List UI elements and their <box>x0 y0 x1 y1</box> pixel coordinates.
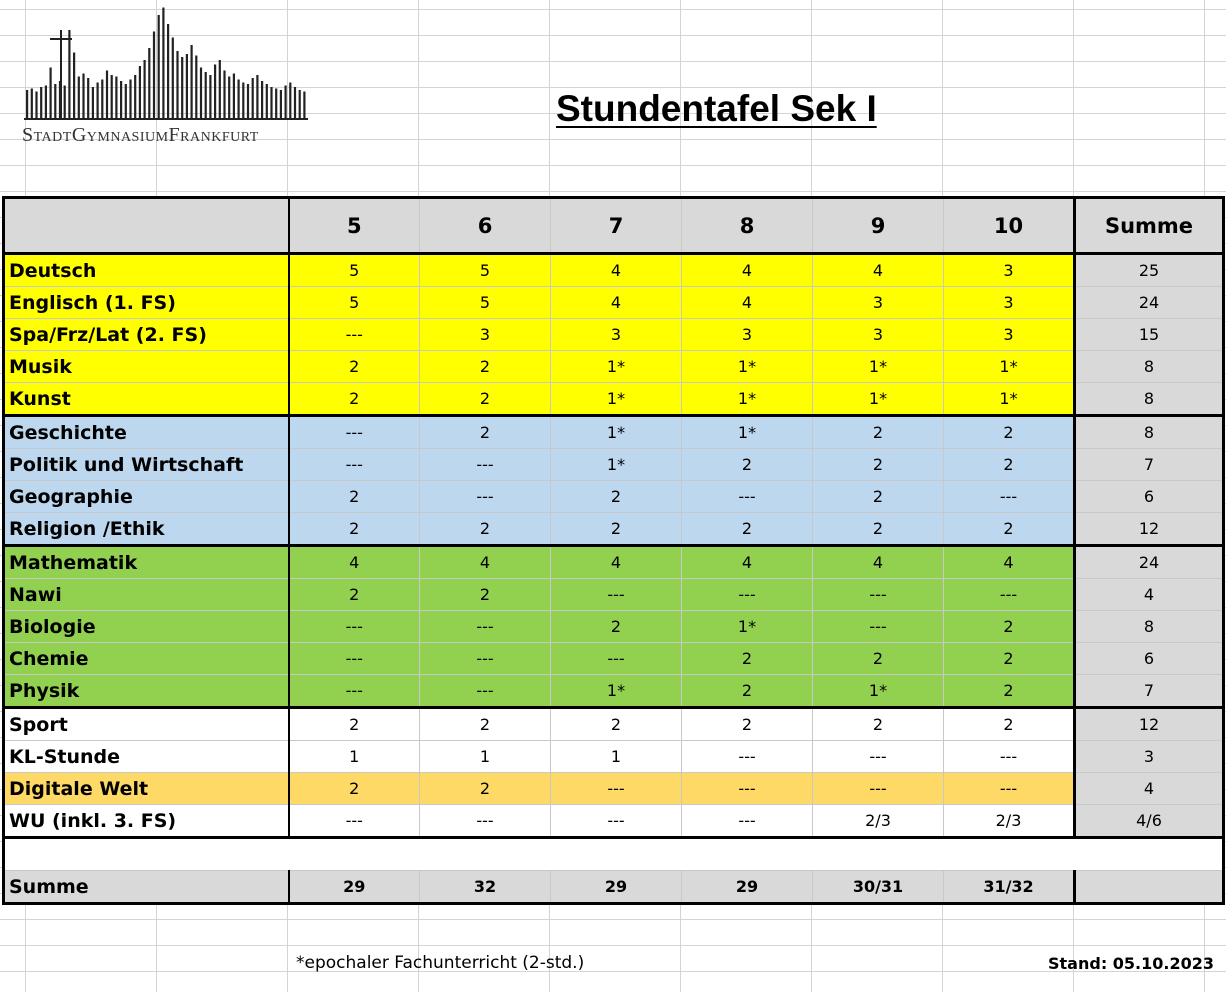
hours-cell: --- <box>420 481 551 513</box>
subject-row <box>4 805 1224 838</box>
grand-total <box>1075 871 1224 904</box>
subject-name: Geographie <box>4 481 289 513</box>
hours-cell: 2 <box>944 611 1075 643</box>
grade-sum: 29 <box>289 871 420 904</box>
hours-cell: --- <box>813 611 944 643</box>
grade-sum: 29 <box>551 871 682 904</box>
spacer-cell <box>4 838 1224 871</box>
hours-cell: --- <box>682 481 813 513</box>
hours-cell: 4 <box>289 546 420 579</box>
hours-cell: 2 <box>289 579 420 611</box>
hours-cell: 2 <box>289 481 420 513</box>
hours-cell: 4 <box>551 546 682 579</box>
header-row <box>4 198 1224 254</box>
row-total: 8 <box>1075 383 1224 416</box>
hours-cell: --- <box>289 611 420 643</box>
hours-cell: 4 <box>551 287 682 319</box>
hours-cell: 1* <box>944 351 1075 383</box>
hours-cell: 3 <box>944 287 1075 319</box>
row-total: 4 <box>1075 773 1224 805</box>
hours-cell: 2 <box>289 383 420 416</box>
subject-name: Digitale Welt <box>4 773 289 805</box>
hours-cell: 2 <box>420 416 551 449</box>
subject-row <box>4 481 1224 513</box>
subject-row <box>4 579 1224 611</box>
hours-cell: --- <box>551 643 682 675</box>
hours-cell: 1* <box>551 351 682 383</box>
grade-header: 8 <box>682 198 813 254</box>
hours-cell: 1* <box>813 675 944 708</box>
timetable <box>2 196 1225 905</box>
hours-cell: 1* <box>682 611 813 643</box>
hours-cell: 2 <box>944 675 1075 708</box>
subject-name: KL-Stunde <box>4 741 289 773</box>
hours-cell: 2 <box>682 449 813 481</box>
row-total: 3 <box>1075 741 1224 773</box>
hours-cell: --- <box>682 741 813 773</box>
hours-cell: --- <box>813 741 944 773</box>
subject-row <box>4 383 1224 416</box>
hours-cell: 2 <box>813 513 944 546</box>
hours-cell: 1* <box>551 675 682 708</box>
hours-cell: 1* <box>682 351 813 383</box>
hours-cell: 4 <box>682 546 813 579</box>
grade-header: 7 <box>551 198 682 254</box>
subject-row <box>4 773 1224 805</box>
hours-cell: --- <box>944 481 1075 513</box>
hours-cell: 2 <box>289 513 420 546</box>
subject-row <box>4 416 1224 449</box>
hours-cell: 2 <box>944 513 1075 546</box>
hours-cell: --- <box>289 319 420 351</box>
subject-name: Deutsch <box>4 254 289 287</box>
subject-row <box>4 513 1224 546</box>
hours-cell: --- <box>813 579 944 611</box>
grade-sum: 29 <box>682 871 813 904</box>
hours-cell: 2 <box>420 513 551 546</box>
subject-name: Spa/Frz/Lat (2. FS) <box>4 319 289 351</box>
hours-cell: --- <box>682 579 813 611</box>
hours-cell: 1* <box>944 383 1075 416</box>
grade-sum: 30/31 <box>813 871 944 904</box>
hours-cell: --- <box>682 805 813 838</box>
hours-cell: 3 <box>420 319 551 351</box>
row-total: 7 <box>1075 449 1224 481</box>
hours-cell: 4 <box>944 546 1075 579</box>
hours-cell: --- <box>551 773 682 805</box>
hours-cell: 1* <box>682 383 813 416</box>
hours-cell: 4 <box>813 546 944 579</box>
grade-sum: 32 <box>420 871 551 904</box>
hours-cell: --- <box>551 579 682 611</box>
hours-cell: --- <box>420 643 551 675</box>
subject-name: WU (inkl. 3. FS) <box>4 805 289 838</box>
hours-cell: --- <box>289 449 420 481</box>
subject-row <box>4 708 1224 741</box>
row-total: 24 <box>1075 546 1224 579</box>
hours-cell: 3 <box>813 319 944 351</box>
grade-header: 6 <box>420 198 551 254</box>
hours-cell: 2 <box>682 675 813 708</box>
subject-row <box>4 287 1224 319</box>
hours-cell: 2 <box>551 708 682 741</box>
hours-cell: 2 <box>944 643 1075 675</box>
subject-name: Mathematik <box>4 546 289 579</box>
hours-cell: --- <box>682 773 813 805</box>
hours-cell: 3 <box>944 319 1075 351</box>
footnote: *epochaler Fachunterricht (2-std.) <box>296 953 585 973</box>
hours-cell: 1* <box>551 449 682 481</box>
row-total: 15 <box>1075 319 1224 351</box>
hours-cell: 2 <box>682 643 813 675</box>
stand-date: Stand: 05.10.2023 <box>1048 954 1214 973</box>
subject-row <box>4 675 1224 708</box>
subject-name: Geschichte <box>4 416 289 449</box>
row-total: 12 <box>1075 513 1224 546</box>
hours-cell: 2 <box>551 481 682 513</box>
hours-cell: 1 <box>420 741 551 773</box>
hours-cell: 4 <box>682 287 813 319</box>
hours-cell: --- <box>420 611 551 643</box>
subject-name: Sport <box>4 708 289 741</box>
subject-row <box>4 449 1224 481</box>
hours-cell: 1* <box>551 383 682 416</box>
hours-cell: 2 <box>813 449 944 481</box>
subject-row <box>4 319 1224 351</box>
subject-row <box>4 254 1224 287</box>
hours-cell: --- <box>944 773 1075 805</box>
grade-header: 5 <box>289 198 420 254</box>
hours-cell: --- <box>813 773 944 805</box>
hours-cell: --- <box>944 741 1075 773</box>
hours-cell: 1* <box>682 416 813 449</box>
hours-cell: 2 <box>289 773 420 805</box>
row-total: 8 <box>1075 611 1224 643</box>
subject-row <box>4 351 1224 383</box>
subject-name: Englisch (1. FS) <box>4 287 289 319</box>
subject-row <box>4 546 1224 579</box>
grade-header: 10 <box>944 198 1075 254</box>
hours-cell: --- <box>289 675 420 708</box>
hours-cell: 1* <box>813 383 944 416</box>
hours-cell: 5 <box>289 287 420 319</box>
hours-cell: 2 <box>813 708 944 741</box>
row-total: 6 <box>1075 643 1224 675</box>
hours-cell: --- <box>289 805 420 838</box>
hours-cell: 2 <box>289 708 420 741</box>
subject-name: Kunst <box>4 383 289 416</box>
hours-cell: --- <box>420 675 551 708</box>
hours-cell: 2 <box>813 481 944 513</box>
subject-row <box>4 643 1224 675</box>
hours-cell: 2/3 <box>944 805 1075 838</box>
subject-name: Nawi <box>4 579 289 611</box>
grade-sum: 31/32 <box>944 871 1075 904</box>
hours-cell: 1* <box>813 351 944 383</box>
hours-cell: 2 <box>813 643 944 675</box>
subject-row <box>4 741 1224 773</box>
hours-cell: 2 <box>420 579 551 611</box>
hours-cell: 1* <box>551 416 682 449</box>
hours-cell: --- <box>420 449 551 481</box>
hours-cell: 5 <box>420 287 551 319</box>
row-total: 12 <box>1075 708 1224 741</box>
corner-cell <box>4 198 289 254</box>
hours-cell: 2 <box>289 351 420 383</box>
hours-cell: 3 <box>813 287 944 319</box>
hours-cell: 2 <box>551 611 682 643</box>
row-total: 25 <box>1075 254 1224 287</box>
hours-cell: 4 <box>420 546 551 579</box>
row-total: 24 <box>1075 287 1224 319</box>
row-total: 7 <box>1075 675 1224 708</box>
hours-cell: 2 <box>682 708 813 741</box>
hours-cell: 1 <box>551 741 682 773</box>
hours-cell: 4 <box>551 254 682 287</box>
hours-cell: --- <box>420 805 551 838</box>
hours-cell: 2/3 <box>813 805 944 838</box>
hours-cell: --- <box>944 579 1075 611</box>
subject-name: Chemie <box>4 643 289 675</box>
hours-cell: --- <box>551 805 682 838</box>
hours-cell: 2 <box>420 383 551 416</box>
hours-cell: 2 <box>944 449 1075 481</box>
hours-cell: 3 <box>944 254 1075 287</box>
row-total: 6 <box>1075 481 1224 513</box>
row-total: 4 <box>1075 579 1224 611</box>
hours-cell: --- <box>289 416 420 449</box>
spacer-row <box>4 838 1224 871</box>
row-total: 4/6 <box>1075 805 1224 838</box>
subject-name: Biologie <box>4 611 289 643</box>
subject-name: Musik <box>4 351 289 383</box>
hours-cell: 4 <box>813 254 944 287</box>
row-total: 8 <box>1075 351 1224 383</box>
row-total: 8 <box>1075 416 1224 449</box>
subject-name: Politik und Wirtschaft <box>4 449 289 481</box>
subject-name: Physik <box>4 675 289 708</box>
subject-name: Religion /Ethik <box>4 513 289 546</box>
hours-cell: 2 <box>551 513 682 546</box>
hours-cell: 4 <box>682 254 813 287</box>
sum-row <box>4 871 1224 904</box>
sum-label: Summe <box>4 871 289 904</box>
hours-cell: 2 <box>420 773 551 805</box>
hours-cell: 2 <box>944 708 1075 741</box>
hours-cell: 2 <box>944 416 1075 449</box>
hours-cell: 2 <box>813 416 944 449</box>
hours-cell: 5 <box>289 254 420 287</box>
hours-cell: 3 <box>682 319 813 351</box>
page-title: Stundentafel Sek I <box>556 88 877 129</box>
hours-cell: 5 <box>420 254 551 287</box>
subject-row <box>4 611 1224 643</box>
hours-cell: 3 <box>551 319 682 351</box>
hours-cell: 2 <box>682 513 813 546</box>
hours-cell: 2 <box>420 351 551 383</box>
sum-header: Summe <box>1075 198 1224 254</box>
hours-cell: --- <box>289 643 420 675</box>
hours-cell: 1 <box>289 741 420 773</box>
hours-cell: 2 <box>420 708 551 741</box>
grade-header: 9 <box>813 198 944 254</box>
logo-school-name: StadtGymnasiumFrankfurt <box>22 124 259 146</box>
